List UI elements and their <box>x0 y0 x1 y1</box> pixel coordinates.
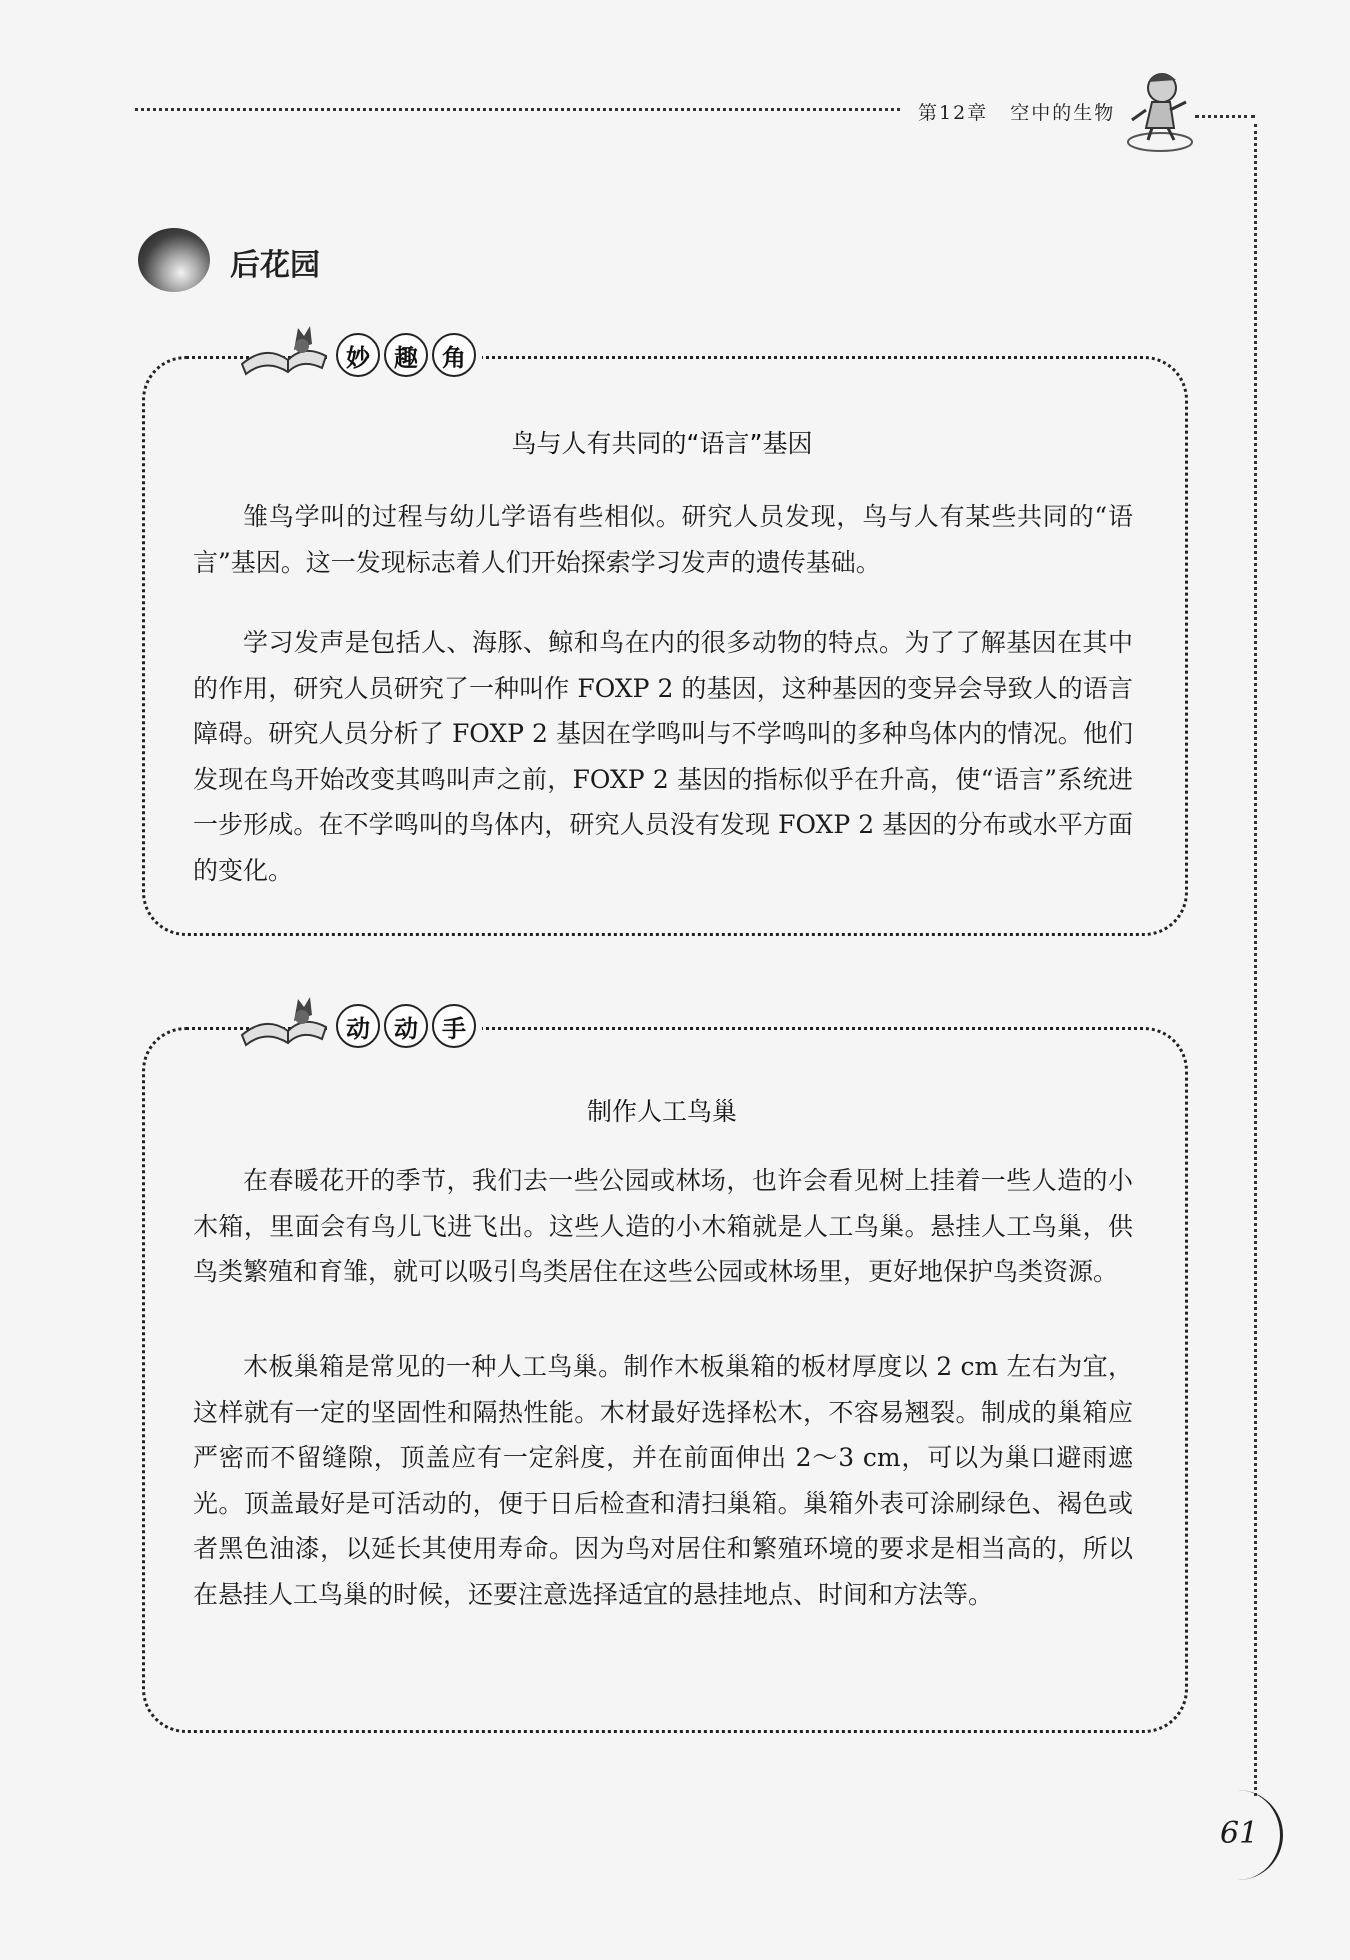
box2-paragraph-1: 在春暖花开的季节，我们去一些公园或林场，也许会看见树上挂着一些人造的小木箱，里面会有鸟儿飞进飞出。这些人造的小木箱就是人工鸟巢。悬挂人工鸟巢，供鸟类繁殖和育雏，就可以吸引鸟类居住在这些公园或林场里，更好地保护鸟类资源。 <box>193 1166 1133 1287</box>
box1-paragraph-1: 雏鸟学叫的过程与幼儿学语有些相似。研究人员发现，鸟与人有某些共同的“语言”基因。这一发现标志着人们开始探索学习发声的遗传基础。 <box>193 502 1133 577</box>
tab-char: 妙 <box>336 333 380 377</box>
chapter-number: 第12章 <box>918 102 989 124</box>
cartoon-mascot-icon <box>1122 66 1198 156</box>
book-cat-icon <box>238 985 328 1047</box>
tab-hands-on <box>330 1003 482 1049</box>
box1-paragraph-2: 学习发声是包括人、海豚、鲸和鸟在内的很多动物的特点。为了了解基因在其中的作用，研究人员研究了一种叫作 FOXP 2 的基因，这种基因的变异会导致人的语言障碍。研究人员分析了 FOXP 2 基因在学鸣叫与不学鸣叫的多种鸟体内的情况。他们发现在鸟开始改变其鸣叫声之前，FOXP 2 基因的指标似乎在升高，使“语言”系统进一步形成。在不学鸣叫的鸟体内，研究人员没有发现 FOXP 2 基因的分布或水平方面的变化。 <box>193 628 1133 885</box>
tab-fun-corner <box>330 332 482 378</box>
box1-title: 鸟与人有共同的“语言”基因 <box>511 429 813 458</box>
tab-char: 动 <box>336 1004 380 1048</box>
header-rule-left <box>135 108 900 111</box>
page-number: 61 <box>1220 1816 1259 1851</box>
tab-char: 角 <box>432 333 476 377</box>
section-title: 后花园 <box>230 248 320 283</box>
running-header <box>918 98 1115 125</box>
tab-char: 趣 <box>384 333 428 377</box>
sphere-icon <box>138 228 210 292</box>
header-rule-right <box>1195 115 1255 118</box>
tab-char: 动 <box>384 1004 428 1048</box>
margin-rule <box>1254 124 1257 1796</box>
tab-char: 手 <box>432 1004 476 1048</box>
box2-title: 制作人工鸟巢 <box>586 1097 737 1126</box>
box2-paragraph-2: 木板巢箱是常见的一种人工鸟巢。制作木板巢箱的板材厚度以 2 cm 左右为宜，这样就有一定的坚固性和隔热性能。木材最好选择松木，不容易翘裂。制成的巢箱应严密而不留缝隙，顶盖应有一定斜度，并在前面伸出 2～3 cm，可以为巢口避雨遮光。顶盖最好是可活动的，便于日后检查和清扫巢箱。巢箱外表可涂刷绿色、褐色或者黑色油漆，以延长其使用寿命。因为鸟对居住和繁殖环境的要求是相当高的，所以在悬挂人工鸟巢的时候，还要注意选择适宜的悬挂地点、时间和方法等。 <box>193 1352 1133 1609</box>
chapter-title: 空中的生物 <box>1010 102 1116 124</box>
book-cat-icon <box>238 314 328 376</box>
